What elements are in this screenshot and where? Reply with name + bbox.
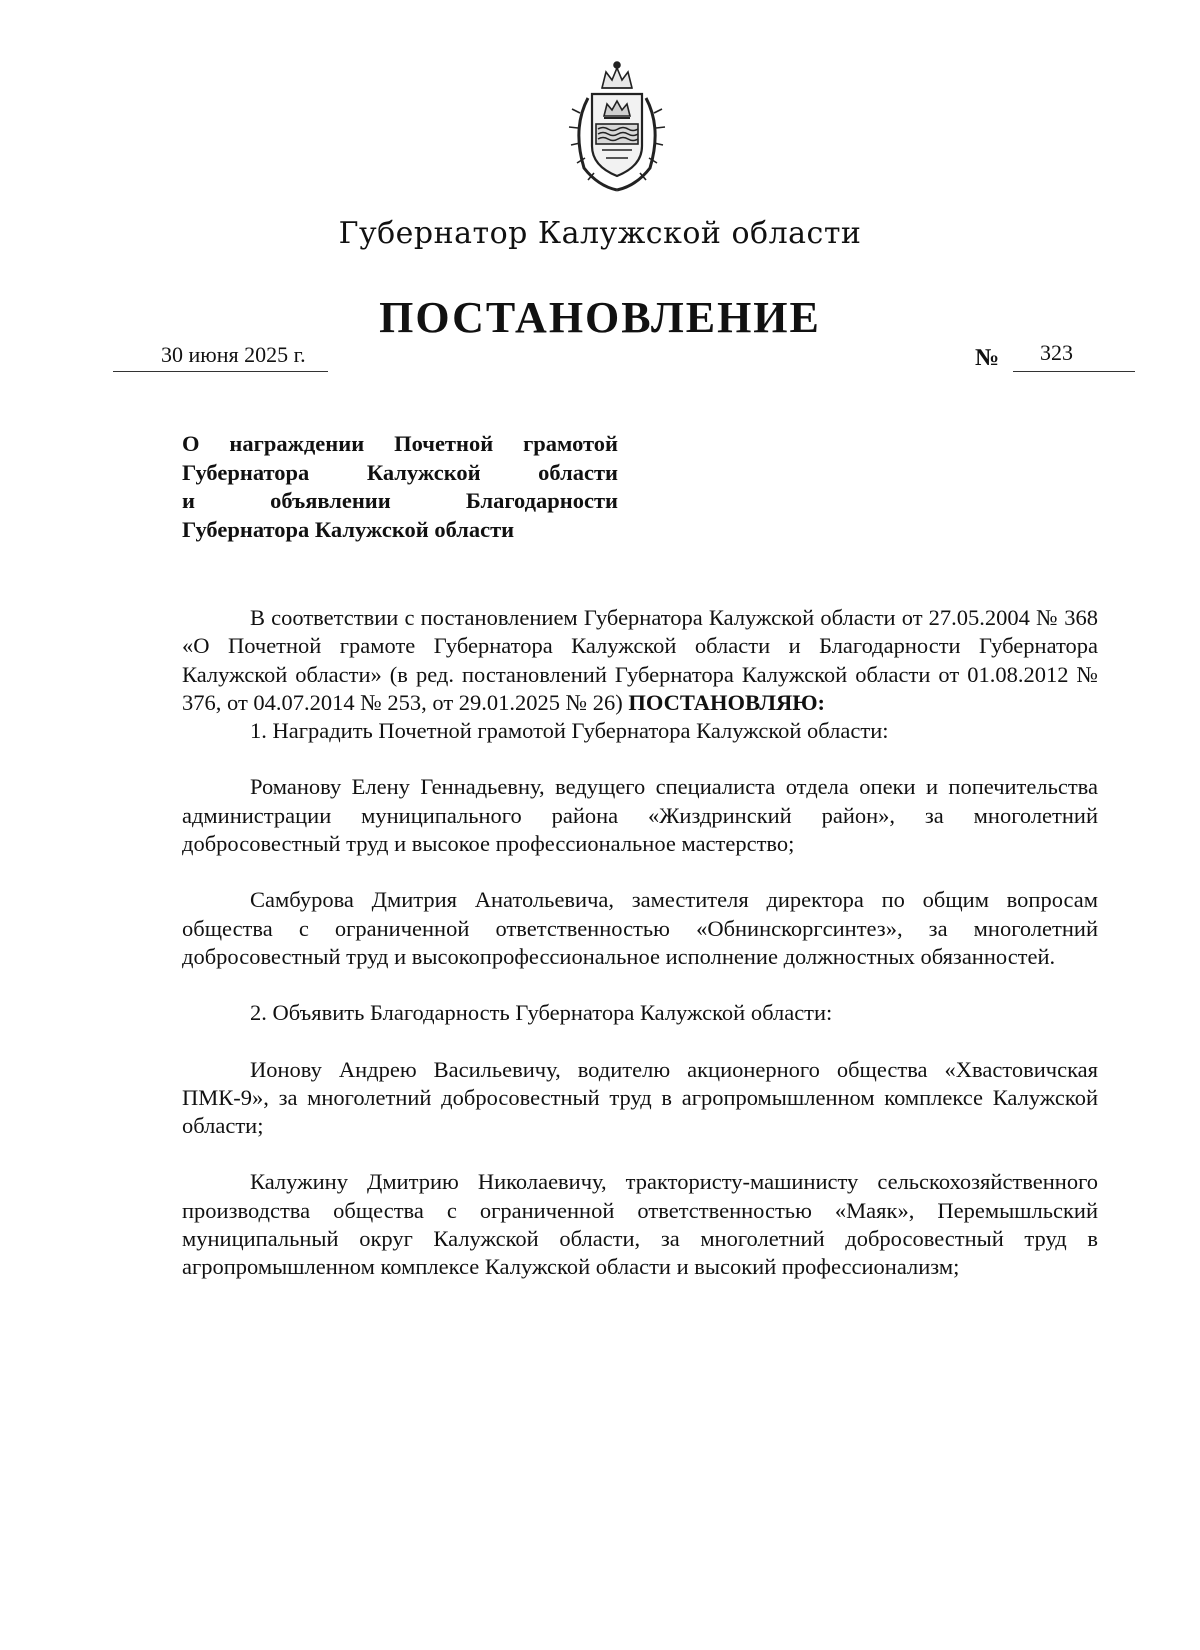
award-person-paragraph: Романову Елену Геннадьевну, ведущего специалиста отдела опеки и попечительства администрации муниципального района «Жиздринский район», за многолетний добросовестный труд и высокое профессиональное мастерство; [182,774,1098,857]
gratitude-person-paragraph: Калужину Дмитрию Николаевичу, трактористу-машинисту сельскохозяйственного производства общества с ограниченной ответственностью «Маяк», Перемышльский муниципальный округ Калужской области, за многолетний добросовестный труд в агропромышленном комплексе Калужской области и высокий профессионализм; [182,1169,1098,1280]
subject-line: Губернатора Калужской области [182,459,618,485]
document-date-field [113,342,328,376]
award-person-paragraph: Самбурова Дмитрия Анатольевича, заместителя директора по общим вопросам общества с ограниченной ответственностью «Обнинскоргсинтез», за многолетний добросовестный труд и высокопрофессиональное исполнение должностных обязанностей. [182,887,1098,969]
document-type-title: ПОСТАНОВЛЕНИЕ [379,293,821,342]
preamble-text: В соответствии с постановлением Губернатора Калужской области от 27.05.2004 № 368 «О Почетной грамоте Губернатора Калужской области и Благодарности Губернатора Калужской области» (в ред. постановлений Губернатора Калужской области от 01.08.2012 № 376, от 04.07.2014 № 253, от 29.01.2025 № 26) [182,605,1098,715]
gratitude-person-paragraph: Ионову Андрею Васильевичу, водителю акционерного общества «Хвастовичская ПМК-9», за многолетний добросовестный труд в агропромышленном комплексе Калужской области; [182,1056,1098,1139]
subject-line: Губернатора Калужской области [182,516,515,542]
document-subject [182,430,618,544]
item1-heading: 1. Наградить Почетной грамотой Губернатора Калужской области: [250,718,889,744]
subject-line: О награждении Почетной грамотой [182,431,618,456]
document-body [182,604,1098,1282]
number-underline [1013,371,1135,372]
number-sign: № [975,345,1000,371]
subject-line: и объявлении Благодарности [182,488,618,513]
preamble-paragraph [182,604,1098,717]
date-underline [113,371,328,372]
item2-heading: 2. Объявить Благодарность Губернатора Калужской области: [250,1000,833,1026]
document-number: 323 [1040,340,1073,365]
document-number-field [975,340,1135,376]
issuing-authority: Губернатор Калужской области [338,216,862,251]
decree-word: ПОСТАНОВЛЯЮ: [628,689,826,715]
kaluga-coat-of-arms-icon [558,58,676,193]
document-date: 30 июня 2025 г. [161,342,306,367]
